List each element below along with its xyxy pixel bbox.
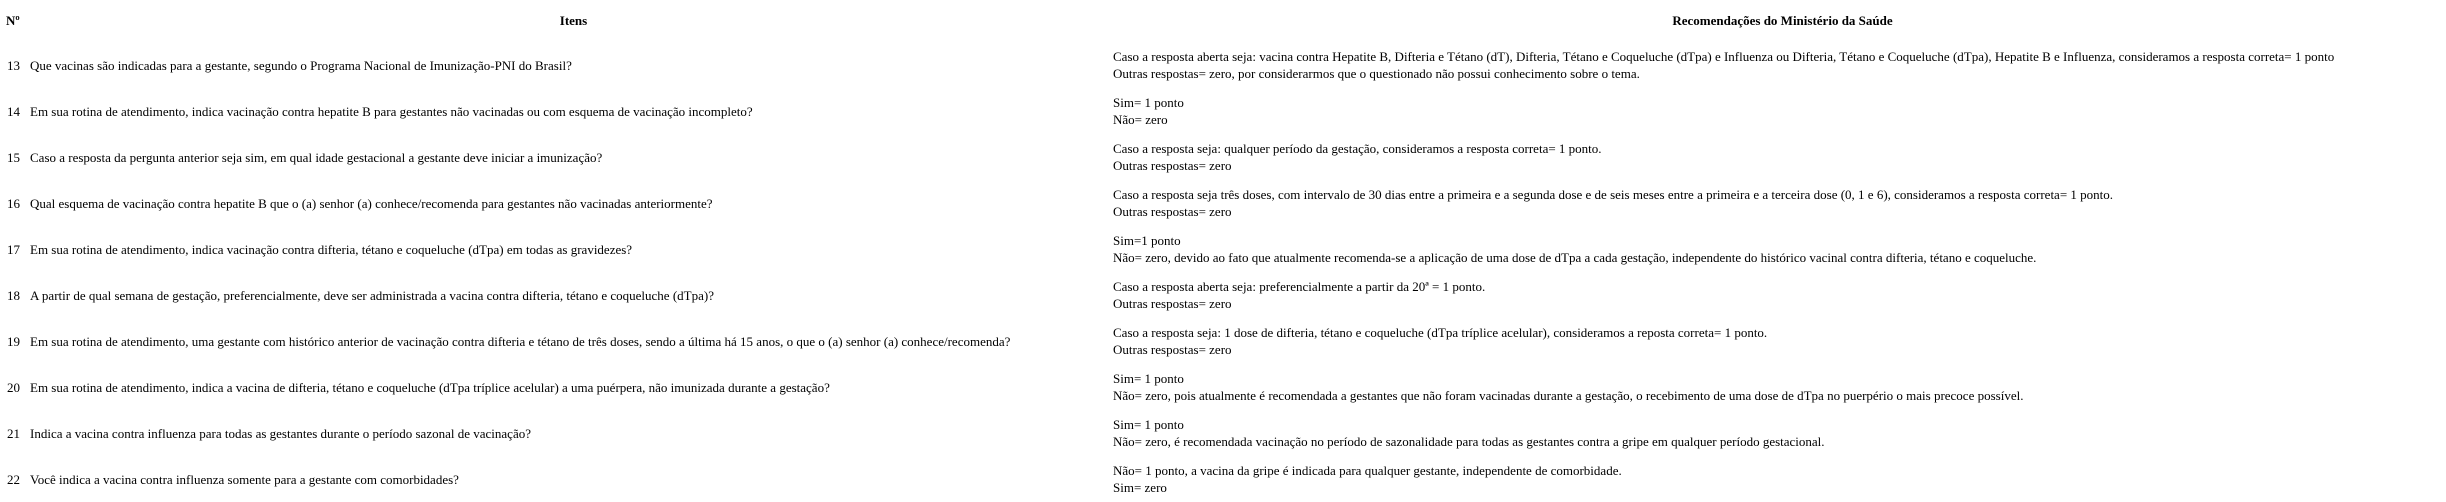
row-number: 16 (7, 195, 20, 211)
recommendation-line: Caso a resposta aberta seja: vacina contra Hepatite B, Difteria e Tétano (dT), Difteria, Tétano e Coqueluche (dTpa) e Influenza ou Difteria, Tétano e Coqueluche (dTpa), Hepatite B e Influenza, consideramos a resposta correta= 1 ponto (1113, 49, 2335, 64)
recommendation-line: Não= zero, pois atualmente é recomendada a gestantes que não foram vacinadas durante a gestação, o recebimento de uma dose de dTpa no puerpério o mais precoce possível. (1113, 388, 2024, 403)
recommendation-line: Outras respostas= zero (1113, 158, 1232, 173)
recommendation-line: Sim= 1 ponto (1113, 371, 1184, 386)
row-item-question: Caso a resposta da pergunta anterior seja sim, em qual idade gestacional a gestante deve iniciar a imunização? (30, 149, 603, 165)
row-number: 20 (7, 379, 20, 395)
row-recommendation (1113, 134, 2446, 180)
recommendation-line: Sim=1 ponto (1113, 233, 1181, 248)
row-item-question: Que vacinas são indicadas para a gestante, segundo o Programa Nacional de Imunização-PNI do Brasil? (30, 57, 572, 73)
table-row (0, 134, 2446, 180)
row-recommendation (1113, 318, 2446, 364)
row-number: 19 (7, 333, 20, 349)
row-recommendation (1113, 226, 2446, 272)
row-number: 18 (7, 287, 20, 303)
header-number: Nº (6, 13, 20, 28)
recommendation-line: Outras respostas= zero (1113, 342, 1232, 357)
table-header-row (0, 0, 2446, 42)
recommendation-line: Sim= 1 ponto (1113, 95, 1184, 110)
table-row (0, 42, 2446, 88)
table-row (0, 410, 2446, 456)
row-number: 15 (7, 149, 20, 165)
table-row (0, 318, 2446, 364)
table-row (0, 180, 2446, 226)
recommendation-line: Caso a resposta seja: 1 dose de difteria, tétano e coqueluche (dTpa tríplice acelular), consideramos a reposta correta= 1 ponto. (1113, 325, 1768, 340)
row-recommendation (1113, 272, 2446, 318)
row-recommendation (1113, 364, 2446, 410)
recommendation-line: Caso a resposta aberta seja: preferencialmente a partir da 20ª = 1 ponto. (1113, 279, 1486, 294)
table-row (0, 272, 2446, 318)
row-recommendation (1113, 410, 2446, 456)
recommendation-line: Sim= zero (1113, 480, 1167, 495)
header-recommendations: Recomendações do Ministério da Saúde (1672, 13, 1893, 28)
table-row (0, 88, 2446, 134)
recommendation-line: Não= 1 ponto, a vacina da gripe é indicada para qualquer gestante, independente de comorbidade. (1113, 463, 1622, 478)
row-item-question: Indica a vacina contra influenza para todas as gestantes durante o período sazonal de vacinação? (30, 425, 531, 441)
row-item-question: Em sua rotina de atendimento, indica vacinação contra hepatite B para gestantes não vacinadas ou com esquema de vacinação incompleto? (30, 103, 753, 119)
recommendation-line: Não= zero (1113, 112, 1168, 127)
row-number: 17 (7, 241, 20, 257)
row-number: 22 (7, 471, 20, 487)
recommendation-line: Outras respostas= zero (1113, 296, 1232, 311)
row-recommendation (1113, 42, 2446, 88)
row-number: 13 (7, 57, 20, 73)
recommendation-line: Não= zero, devido ao fato que atualmente recomenda-se a aplicação de uma dose de dTpa a cada gestação, independente do histórico vacinal contra difteria, tétano e coqueluche. (1113, 250, 2037, 265)
table-row (0, 226, 2446, 272)
recommendation-line: Não= zero, é recomendada vacinação no período de sazonalidade para todas as gestantes contra a gripe em qualquer período gestacional. (1113, 434, 1825, 449)
row-recommendation (1113, 88, 2446, 134)
recommendation-line: Outras respostas= zero (1113, 204, 1232, 219)
row-item-question: Em sua rotina de atendimento, uma gestante com histórico anterior de vacinação contra difteria e tétano de três doses, sendo a última há 15 anos, o que o (a) senhor (a) conhece/recomenda? (30, 333, 1011, 349)
row-recommendation (1113, 456, 2446, 502)
recommendation-line: Caso a resposta seja: qualquer período da gestação, consideramos a resposta correta= 1 ponto. (1113, 141, 1602, 156)
row-number: 14 (7, 103, 20, 119)
table-row (0, 364, 2446, 410)
recommendation-line: Sim= 1 ponto (1113, 417, 1184, 432)
row-number: 21 (7, 425, 20, 441)
row-recommendation (1113, 180, 2446, 226)
row-item-question: Em sua rotina de atendimento, indica vacinação contra difteria, tétano e coqueluche (dTpa) em todas as gravidezes? (30, 241, 633, 257)
table-row (0, 456, 2446, 502)
header-items: Itens (559, 13, 588, 28)
recommendation-line: Caso a resposta seja três doses, com intervalo de 30 dias entre a primeira e a segunda dose e de seis meses entre a primeira e a terceira dose (0, 1 e 6), consideramos a resposta correta= 1 ponto. (1113, 187, 2114, 202)
recommendation-line: Outras respostas= zero, por considerarmos que o questionado não possui conhecimento sobre o tema. (1113, 66, 1640, 81)
row-item-question: A partir de qual semana de gestação, preferencialmente, deve ser administrada a vacina contra difteria, tétano e coqueluche (dTpa)? (30, 287, 714, 303)
row-item-question: Você indica a vacina contra influenza somente para a gestante com comorbidades? (30, 471, 459, 487)
row-item-question: Em sua rotina de atendimento, indica a vacina de difteria, tétano e coqueluche (dTpa tríplice acelular) a uma puérpera, não imunizada durante a gestação? (30, 379, 830, 395)
row-item-question: Qual esquema de vacinação contra hepatite B que o (a) senhor (a) conhece/recomenda para gestantes não vacinadas anteriormente? (30, 195, 713, 211)
